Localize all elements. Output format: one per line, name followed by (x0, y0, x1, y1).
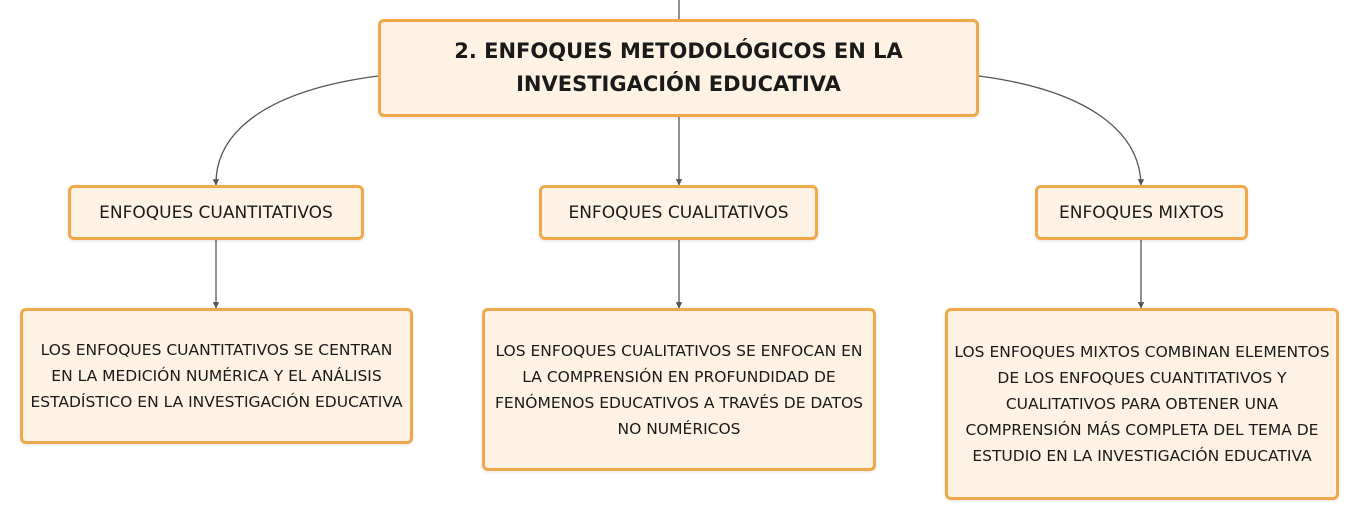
description-node-cualitativos (482, 308, 876, 471)
description-text-cuantitativos: LOS ENFOQUES CUANTITATIVOS SE CENTRAN EN LA MEDICIÓN NUMÉRICA Y EL ANÁLISIS ESTADÍSTICO EN LA INVESTIGACIÓN EDUCATIVA (30, 341, 403, 411)
category-node-cualitativos (539, 185, 818, 240)
category-node-cuantitativos (68, 185, 364, 240)
category-label-cualitativos: ENFOQUES CUALITATIVOS (568, 202, 789, 223)
connector-root-to-cuantitativos (216, 76, 378, 185)
connector-root-to-mixtos (979, 76, 1141, 185)
description-node-mixtos (945, 308, 1339, 500)
description-text-cualitativos: LOS ENFOQUES CUALITATIVOS SE ENFOCAN EN LA COMPRENSIÓN EN PROFUNDIDAD DE FENÓMENOS EDUCATIVOS A TRAVÉS DE DATOS NO NUMÉRICOS (494, 341, 863, 438)
description-node-cuantitativos (20, 308, 413, 444)
category-node-mixtos (1035, 185, 1248, 240)
category-label-mixtos: ENFOQUES MIXTOS (1059, 202, 1224, 223)
root-node-label: 2. ENFOQUES METODOLÓGICOS EN LA INVESTIGACIÓN EDUCATIVA (454, 39, 903, 96)
category-label-cuantitativos: ENFOQUES CUANTITATIVOS (99, 202, 333, 223)
root-node (378, 19, 979, 117)
description-text-mixtos: LOS ENFOQUES MIXTOS COMBINAN ELEMENTOS DE LOS ENFOQUES CUANTITATIVOS Y CUALITATIVOS PARA OBTENER UNA COMPRENSIÓN MÁS COMPLETA DEL TEMA DE ESTUDIO EN LA INVESTIGACIÓN EDUCATIVA (954, 343, 1330, 465)
